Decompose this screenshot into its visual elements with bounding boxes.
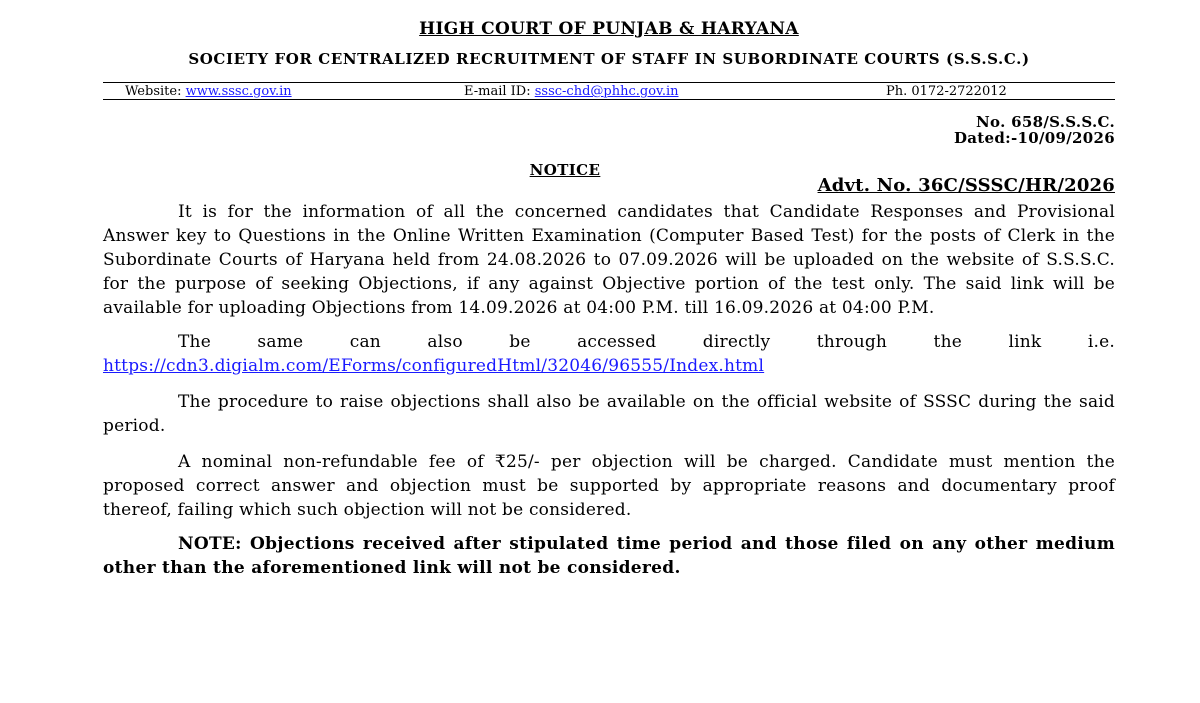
notice-document [103,14,1115,580]
court-title: HIGH COURT OF PUNJAB & HARYANA [419,19,799,39]
society-title: SOCIETY FOR CENTRALIZED RECRUITMENT OF STAFF IN SUBORDINATE COURTS (S.S.S.C.) [188,50,1030,68]
reference-number: No. 658/S.S.S.C. [976,113,1115,131]
phone-info: Ph. 0172-2722012 [886,84,1007,99]
contact-bar [103,82,1115,100]
paragraph-procedure: The procedure to raise objections shall also be available on the official website of SSSC during the said period. [103,392,1115,436]
link-line [103,354,1115,378]
website-link[interactable]: www.sssc.gov.in [185,84,292,99]
paragraph-fee: A nominal non-refundable fee of ₹25/- per objection will be charged. Candidate must mention the proposed correct answer and objection must be supported by appropriate reasons and documentary proof thereof, failing which such objection will not be considered. [103,452,1115,520]
website-label: Website: [125,84,182,99]
paragraph-access: The same can also be accessed directly through the link i.e. [178,332,1115,352]
reference-date: Dated:-10/09/2026 [953,129,1115,147]
reference-block [103,114,1115,146]
email-info [464,83,679,101]
note-paragraph: NOTE: Objections received after stipulated time period and those filed on any other medium other than the aforementioned link will not be considered. [103,534,1115,578]
advertisement-number: Advt. No. 36C/SSSC/HR/2026 [817,175,1115,196]
paragraph-information: It is for the information of all the concerned candidates that Candidate Responses and Provisional Answer key to Questions in the Online Written Examination (Computer Based Test) for the posts of Clerk in the Subordinate Courts of Haryana held from 24.08.2026 to 07.09.2026 will be uploaded on the website of S.S.S.C. for the purpose of seeking Objections, if any against Objective portion of the test only. The said link will be available for uploading Objections from 14.09.2026 at 04:00 P.M. till 16.09.2026 at 04:00 P.M. [103,202,1115,318]
notice-heading: NOTICE [529,161,601,179]
email-label: E-mail ID: [464,84,531,99]
website-info [125,83,292,101]
objection-link[interactable]: https://cdn3.digialm.com/EForms/configuredHtml/32046/96555/Index.html [103,356,765,376]
email-link[interactable]: sssc-chd@phhc.gov.in [534,84,679,99]
